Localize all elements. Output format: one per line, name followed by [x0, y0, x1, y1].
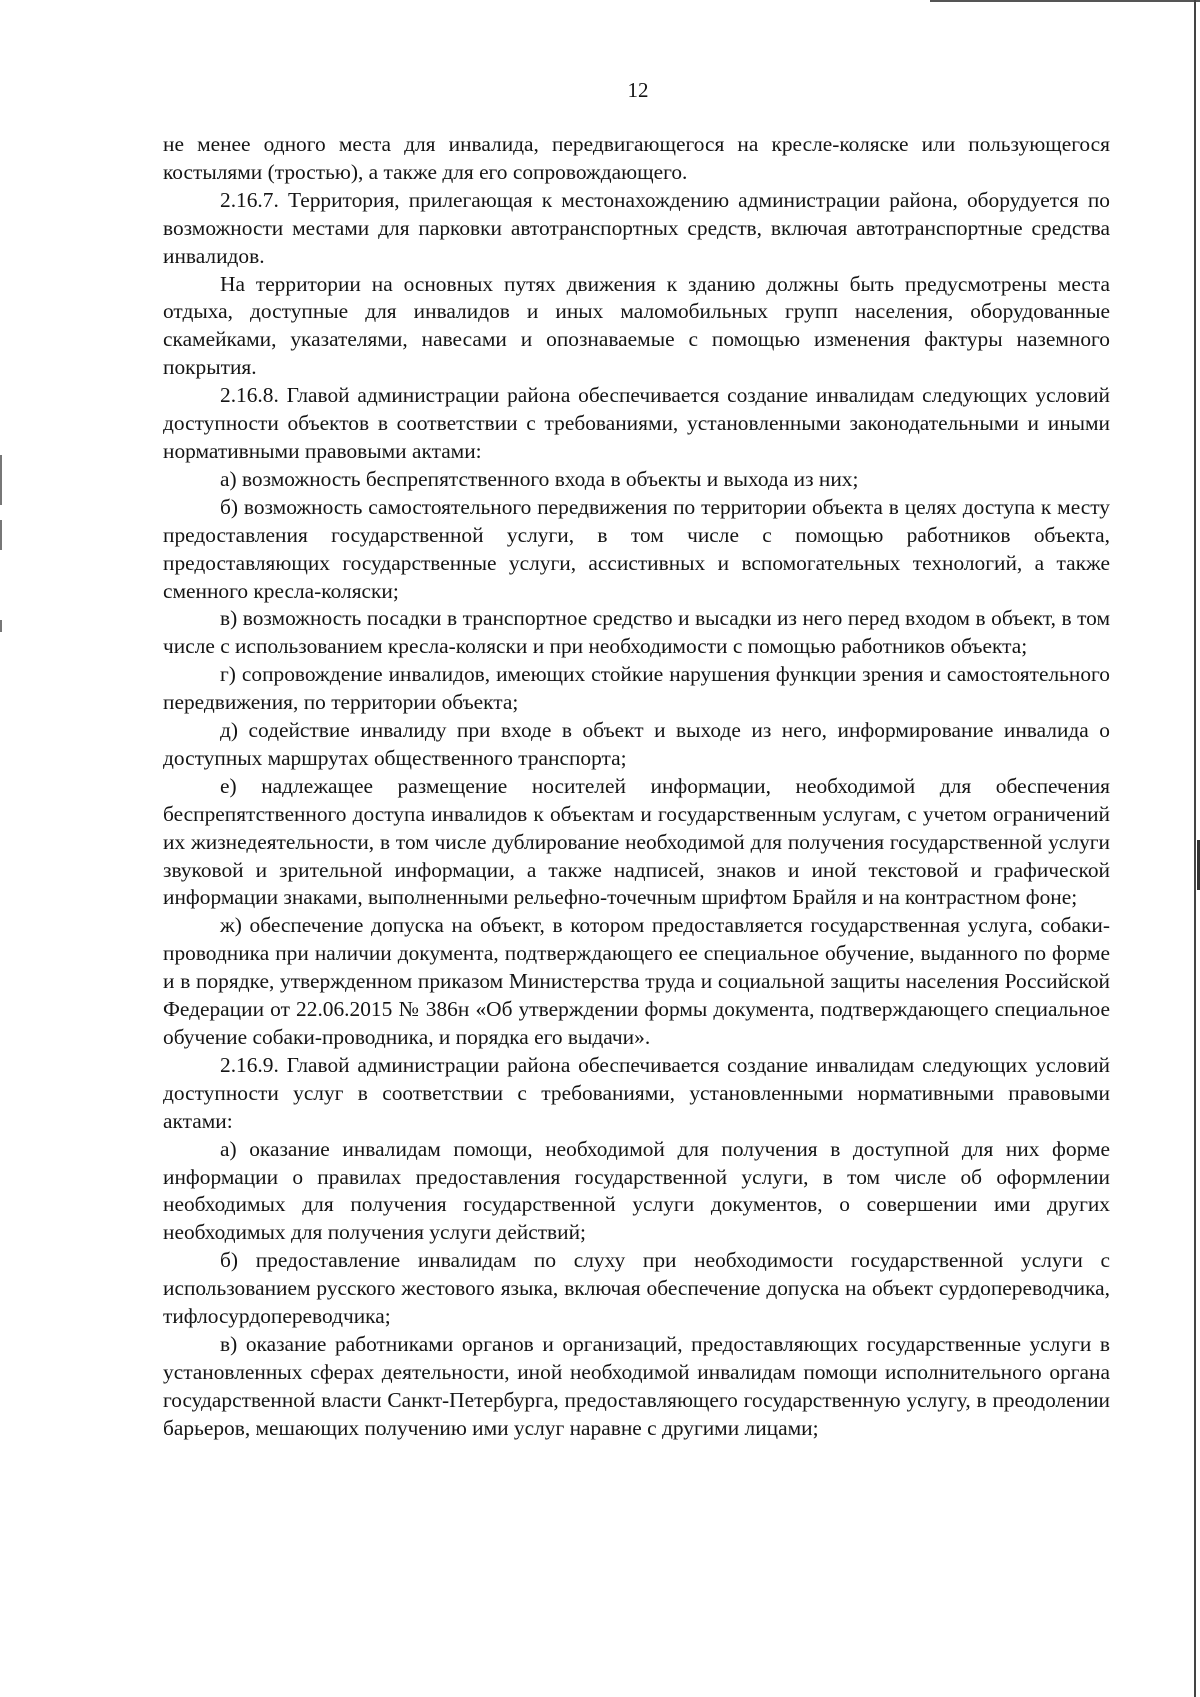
paragraph-item-e: е) надлежащее размещение носителей информации, необходимой для обеспечения беспрепятственного доступа инвалидов к объектам и государственным услугам, с учетом ограничений их жизнедеятельности, в том числе дублирование необходимой для получения государственной услуги звуковой и зрительной информации, а также надписей, знаков и иной текстовой и графической информации знаками, выполненными рельефно-точечным шрифтом Брайля и на контрастном фоне; [163, 773, 1110, 910]
scan-mark-left [0, 455, 2, 505]
paragraph-continuation: не менее одного места для инвалида, передвигающегося на кресле-коляске или пользующегося костылями (тростью), а также для его сопровождающего. [163, 132, 1110, 184]
paragraph-item-g: г) сопровождение инвалидов, имеющих стойкие нарушения функции зрения и самостоятельного передвижения, по территории объекта; [163, 662, 1110, 715]
document-body [163, 131, 1110, 1443]
paragraph-2-16-9: 2.16.9. Главой администрации района обеспечивается создание инвалидам следующих условий доступности услуг в соответствии с требованиями, установленными нормативными правовыми актами: [163, 1052, 1110, 1133]
scan-edge-top [930, 0, 1200, 2]
paragraph-item-d: д) содействие инвалиду при входе в объект и выходе из него, информирование инвалида о доступных маршрутах общественного транспорта; [163, 718, 1110, 770]
paragraph-services-item-a: а) оказание инвалидам помощи, необходимой для получения в доступной для них форме информации о правилах предоставления государственной услуги, в том числе об оформлении необходимых для получения государственной услуги документов, о совершении ими других необходимых для получения услуги действий; [163, 1136, 1110, 1245]
paragraph-services-item-v: в) оказание работниками органов и организаций, предоставляющих государственные услуги в установленных сферах деятельности, иной необходимой инвалидам помощи исполнительного органа государственной власти Санкт-Петербурга, предоставляющего государственную услугу, в преодолении барьеров, мешающих получению ими услуг наравне с другими лицами; [163, 1331, 1110, 1440]
paragraph-item-b: б) возможность самостоятельного передвижения по территории объекта в целях доступа к месту предоставления государственной услуги, в том числе с помощью работников объекта, предоставляющих государственные услуги, ассистивных и вспомогательных технологий, а также сменного кресла-коляски; [163, 494, 1110, 603]
paragraph-2-16-7: 2.16.7. Территория, прилегающая к местонахождению администрации района, оборудуется по возможности местами для парковки автотранспортных средств, включая автотранспортные средства инвалидов. [163, 187, 1110, 268]
paragraph-2-16-8: 2.16.8. Главой администрации района обеспечивается создание инвалидам следующих условий доступности объектов в соответствии с требованиями, установленными законодательными и иными нормативными правовыми актами: [163, 383, 1110, 463]
scan-mark-left [0, 520, 2, 550]
scan-mark-left [0, 620, 2, 632]
paragraph-services-item-b: б) предоставление инвалидам по слуху при необходимости государственной услуги с использованием русского жестового языка, включая обеспечение допуска на объект сурдопереводчика, тифлосурдопереводчика; [163, 1248, 1110, 1329]
paragraph-rest-areas: На территории на основных путях движения к зданию должны быть предусмотрены места отдыха, доступные для инвалидов и иных маломобильных групп населения, оборудованные скамейками, указателями, навесами и опознаваемые с помощью изменения фактуры наземного покрытия. [163, 271, 1110, 380]
paragraph-item-a: а) возможность беспрепятственного входа в объекты и выхода из них; [220, 466, 859, 491]
page-number: 12 [627, 78, 649, 102]
paragraph-item-zh: ж) обеспечение допуска на объект, в котором предоставляется государственная услуга, собаки-проводника при наличии документа, подтверждающего ее специальное обучение, выданного по форме и в порядке, утвержденном приказом Министерства труда и социальной защиты населения Российской Федерации от 22.06.2015 № 386н «Об утверждении формы документа, подтверждающего специальное обучение собаки-проводника, и порядка его выдачи». [163, 913, 1110, 1049]
scan-edge-right [1194, 0, 1196, 1697]
paragraph-item-v: в) возможность посадки в транспортное средство и высадки из него перед входом в объект, в том числе с использованием кресла-коляски и при необходимости с помощью работников объекта; [163, 606, 1110, 659]
